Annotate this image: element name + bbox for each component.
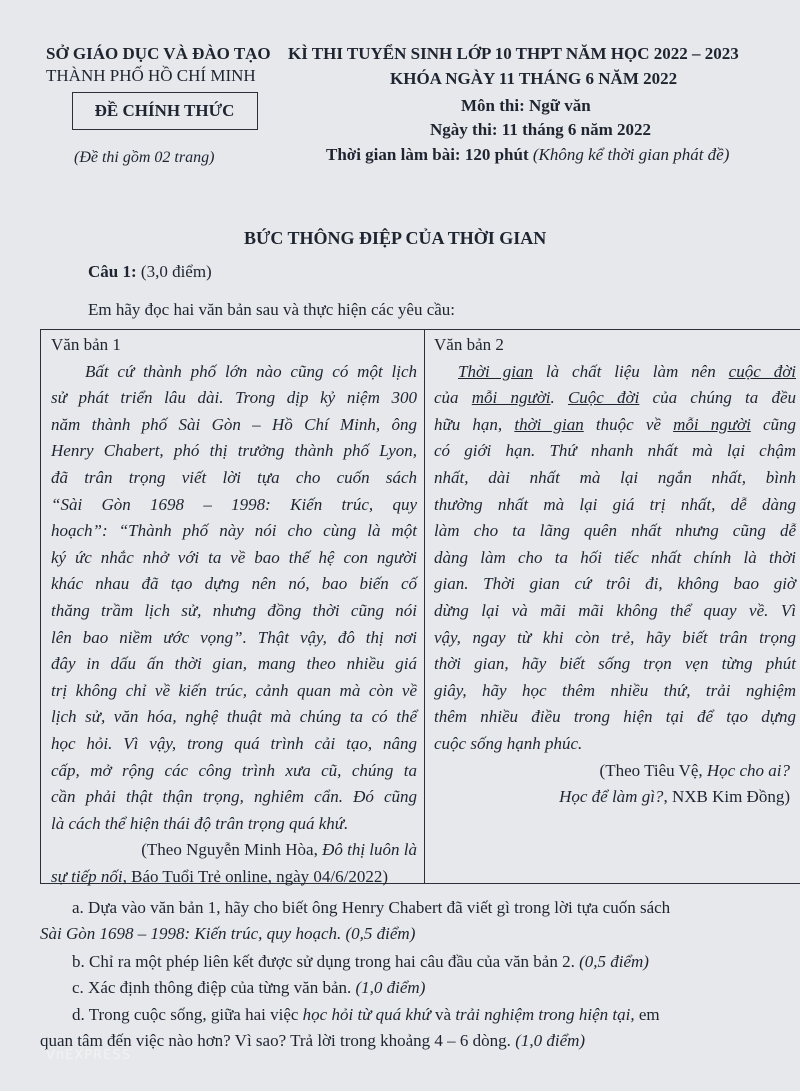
question-d-option-2: trải nghiệm trong hiện tại,	[455, 1005, 635, 1024]
text-2-line: thường nhất mà lại giá trị nhất, dễ dàng	[434, 494, 796, 514]
question-c	[72, 978, 425, 998]
text-1-line: trị không chỉ về kiến trúc, cảnh quan mà còn về	[51, 680, 417, 700]
text-1-line: khác nhau đã tạo dựng nên nó, bao biến cố	[51, 574, 417, 594]
text-2-source-line-2	[434, 784, 796, 811]
document-title: BỨC THÔNG ĐIỆP CỦA THỜI GIAN	[244, 228, 547, 248]
question-d-fragment: em	[634, 1005, 660, 1024]
text-1-source-title: Đô thị luôn là	[322, 840, 417, 860]
text-1-line: đã trân trọng viết lời tựa cho cuốn sách	[51, 467, 417, 487]
text-1-heading: Văn bản 1	[51, 335, 121, 354]
question-d-points: (1,0 điểm)	[515, 1031, 586, 1050]
keyword-thoi-gian-2: thời gian	[514, 414, 584, 434]
question-a-line-2	[40, 924, 415, 944]
text-1-line: lên bao niềm ước vọng”. Thật vậy, đô thị nơi	[51, 627, 417, 647]
text-2-source-title: Học cho ai?	[706, 760, 790, 780]
text-2-line: gian. Thời gian cứ trôi đi, không bao giờ	[434, 574, 796, 594]
question-a-points: (0,5 điểm)	[345, 924, 416, 943]
text-2-fragment: của chúng ta đều	[639, 388, 797, 408]
text-1-line: hoạch”: “Thành phố này nói cho cùng là một	[51, 521, 417, 541]
text-2-fragment: hữu hạn,	[434, 414, 515, 434]
text-2-heading: Văn bản 2	[434, 335, 504, 354]
official-exam-label: ĐỀ CHÍNH THỨC	[94, 101, 235, 120]
text-2-source-publisher: , NXB Kim Đồng)	[663, 787, 790, 807]
text-1-line: đây in dấu ấn thời gian, mang theo nhiều giá	[51, 654, 417, 674]
text-1-body	[51, 359, 417, 838]
text-2-line: dàng làm cho ta hối tiếc nhất chính là thời	[434, 547, 796, 567]
text-1-line: là cách thể hiện thái độ trân trọng quá khứ.	[51, 813, 349, 833]
question-a-book-title: Sài Gòn 1698 – 1998: Kiến trúc, quy hoạch.	[40, 924, 342, 943]
keyword-moi-nguoi-2: mỗi người	[673, 414, 751, 434]
text-2-fragment: cũng	[750, 414, 797, 434]
text-2-line	[434, 385, 796, 412]
question-d-fragment: và	[430, 1005, 456, 1024]
text-1-line: năm thành phố Sài Gòn – Hồ Chí Minh, ông	[51, 414, 417, 434]
text-2-line: dừng lại và mãi mãi không thể quay về. Vì	[434, 600, 796, 620]
text-1-line: sử phát triển lâu dài. Trong dịp kỷ niệm 300	[51, 388, 417, 408]
text-1-line: Bất cứ thành phố lớn nào cũng có một lịch	[85, 361, 417, 381]
duration-note: (Không kể thời gian phát đề)	[532, 145, 730, 164]
text-2-fragment: thuộc về	[583, 414, 674, 434]
department-name: SỞ GIÁO DỤC VÀ ĐÀO TẠO	[46, 44, 271, 63]
question-d-text: quan tâm đến việc nào hơn? Vì sao? Trả lời trong khoảng 4 – 6 dòng.	[40, 1031, 511, 1050]
text-2-column	[434, 332, 796, 811]
text-2-line: có giới hạn. Thứ nhanh nhất mà lại chậm	[434, 441, 796, 461]
text-2-line: cuộc sống hạnh phúc.	[434, 733, 583, 753]
text-1-line: ký ức nhắc nhở với ta về bao thế hệ con người	[51, 547, 417, 567]
text-1-line: cần phải thật thận trọng, nghiêm cẩn. Đó cũng	[51, 787, 417, 807]
question-c-text: c. Xác định thông điệp của từng văn bản.	[72, 978, 352, 997]
text-2-line: vậy, ngay từ khi còn trẻ, hãy biết trân trọng	[434, 627, 796, 647]
text-2-line: thêm nhiều điều trong hiện tại để tạo dựng	[434, 707, 796, 727]
text-1-line: học hỏi. Vì vậy, trong quá trình cải tạo, nâng	[51, 733, 417, 753]
text-1-source-publisher: , Báo Tuổi Trẻ online, ngày 04/6/2022)	[122, 866, 389, 886]
keyword-cuoc-doi: cuộc đời	[728, 361, 797, 381]
exam-title: KÌ THI TUYỂN SINH LỚP 10 THPT NĂM HỌC 2022 – 2023	[288, 44, 739, 63]
text-2-fragment: .	[550, 388, 568, 408]
question-c-points: (1,0 điểm)	[355, 978, 426, 997]
city-name: THÀNH PHỐ HỒ CHÍ MINH	[46, 66, 256, 85]
question-d-line-1	[72, 1005, 660, 1025]
text-2-line	[434, 412, 796, 439]
text-1-source-author: (Theo Nguyễn Minh Hòa,	[141, 840, 323, 860]
text-2-line	[434, 359, 796, 386]
question-b-points: (0,5 điểm)	[579, 952, 649, 971]
text-1-line: thăng trầm lịch sử, nhưng đồng thời cũng nói	[51, 600, 417, 620]
text-1-source-line-1	[51, 837, 417, 864]
text-2-fragment: là chất liệu làm nên	[532, 361, 729, 381]
text-1-line: Henry Chabert, phó thị trưởng thành phố Lyon,	[51, 441, 417, 461]
exam-date: Ngày thi: 11 tháng 6 năm 2022	[430, 120, 652, 139]
exam-session: KHÓA NGÀY 11 THÁNG 6 NĂM 2022	[390, 69, 678, 88]
text-1-line: cấp, mở rộng các công trình xưa cũ, chúng ta	[51, 760, 417, 780]
question-1-heading	[88, 262, 212, 282]
reading-texts-table	[40, 329, 800, 884]
text-2-line: nhất, dài nhất mà lại ngắn nhất, bình	[434, 467, 796, 487]
vnexpress-watermark: VnEXPRESS	[46, 1048, 131, 1063]
text-1-source-line-2	[51, 864, 417, 891]
keyword-moi-nguoi: mỗi người	[471, 388, 551, 408]
text-2-line: thời gian, hãy biết sống trọn vẹn từng phút	[434, 654, 796, 674]
exam-duration	[326, 145, 729, 165]
text-1-line: “Sài Gòn 1698 – 1998: Kiến trúc, quy	[51, 494, 417, 514]
official-exam-box	[72, 92, 258, 130]
duration-label: Thời gian làm bài: 120 phút	[326, 145, 529, 164]
text-1-line: lịch sử, văn hóa, nghệ thuật mà chúng ta có thể	[51, 707, 417, 727]
question-d-fragment: d. Trong cuộc sống, giữa hai việc	[72, 1005, 303, 1024]
text-2-fragment: của	[434, 388, 472, 408]
text-2-line: làm cho ta lãng quên nhất nhưng cũng dễ	[434, 521, 796, 541]
pages-note: (Đề thi gồm 02 trang)	[74, 149, 215, 166]
question-b-text: b. Chỉ ra một phép liên kết được sử dụng trong hai câu đầu của văn bản 2.	[72, 952, 575, 971]
text-2-line: giây, hãy học thêm nhiều thứ, trải nghiệm	[434, 680, 796, 700]
text-1-column	[51, 332, 417, 890]
question-a-line-1: a. Dựa vào văn bản 1, hãy cho biết ông Henry Chabert đã viết gì trong lời tựa cuốn sách	[72, 898, 671, 917]
column-divider	[424, 330, 425, 883]
question-1-label: Câu 1:	[88, 262, 137, 281]
text-2-source-author: (Theo Tiêu Vệ,	[599, 760, 707, 780]
text-2-source-title-end: Học để làm gì?	[559, 787, 664, 807]
exam-subject: Môn thi: Ngữ văn	[461, 96, 591, 115]
question-1-intro: Em hãy đọc hai văn bản sau và thực hiện các yêu cầu:	[88, 300, 456, 319]
text-2-body	[434, 359, 796, 758]
keyword-thoi-gian: Thời gian	[458, 361, 533, 381]
text-1-source-title-end: sự tiếp nối	[51, 866, 123, 886]
keyword-cuoc-doi-2: Cuộc đời	[567, 388, 640, 408]
question-1-points: (3,0 điểm)	[140, 262, 212, 281]
text-2-source-line-1	[434, 758, 796, 785]
question-d-option-1: học hỏi từ quá khứ	[302, 1005, 431, 1024]
question-b	[72, 952, 649, 972]
